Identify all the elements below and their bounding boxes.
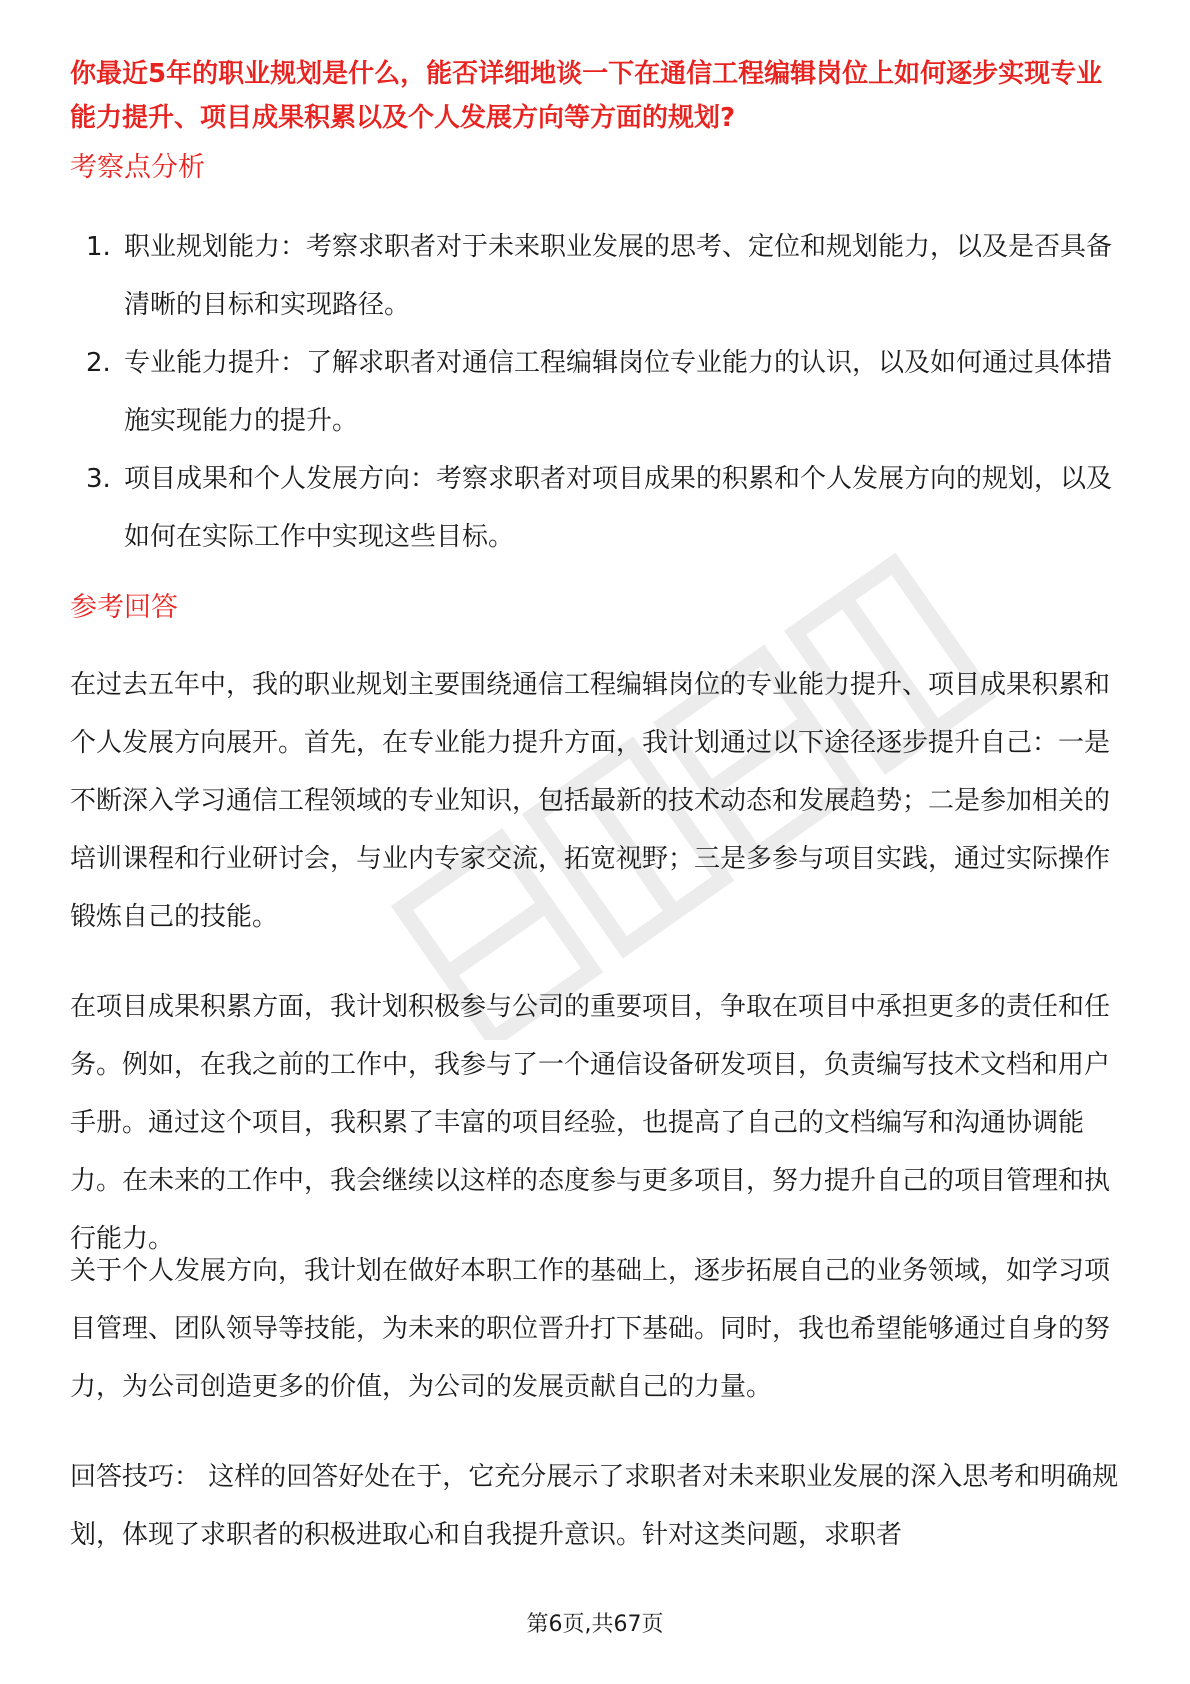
analysis-item <box>70 334 1120 450</box>
analysis-item-number: 3. <box>86 464 111 494</box>
analysis-item-text: 职业规划能力：考察求职者对于未来职业发展的思考、定位和规划能力，以及是否具备清晰的目标和实现路径。 <box>124 232 1113 320</box>
analysis-item-text: 项目成果和个人发展方向：考察求职者对项目成果的积累和个人发展方向的规划，以及如何在实际工作中实现这些目标。 <box>124 464 1113 552</box>
answer-paragraph: 在项目成果积累方面，我计划积极参与公司的重要项目，争取在项目中承担更多的责任和任务。例如，在我之前的工作中，我参与了一个通信设备研发项目，负责编写技术文档和用户手册。通过这个项目，我积累了丰富的项目经验，也提高了自己的文档编写和沟通协调能力。在未来的工作中，我会继续以这样的态度参与更多项目，努力提升自己的项目管理和执行能力。 <box>70 992 1111 1254</box>
analysis-heading: 考察点分析 <box>70 152 205 183</box>
answer-paragraph: 关于个人发展方向，我计划在做好本职工作的基础上，逐步拓展自己的业务领域，如学习项目管理、团队领导等技能，为未来的职位晋升打下基础。同时，我也希望能够通过自身的努力，为公司创造更多的价值，为公司的发展贡献自己的力量。 <box>70 1256 1111 1402</box>
answer-tips-paragraph: 回答技巧： 这样的回答好处在于，它充分展示了求职者对未来职业发展的深入思考和明确规划，体现了求职者的积极进取心和自我提升意识。针对这类问题，求职者 <box>70 1462 1119 1550</box>
analysis-item-text: 专业能力提升：了解求职者对通信工程编辑岗位专业能力的认识，以及如何通过具体措施实现能力的提升。 <box>124 348 1113 436</box>
analysis-list <box>70 218 1120 566</box>
answer-heading: 参考回答 <box>70 592 178 623</box>
answer-paragraph: 在过去五年中，我的职业规划主要围绕通信工程编辑岗位的专业能力提升、项目成果积累和个人发展方向展开。首先，在专业能力提升方面，我计划通过以下途径逐步提升自己：一是不断深入学习通信工程领域的专业知识，包括最新的技术动态和发展趋势；二是参加相关的培训课程和行业研讨会，与业内专家交流，拓宽视野；三是多参与项目实践，通过实际操作锻炼自己的技能。 <box>70 670 1111 932</box>
question-title: 你最近5年的职业规划是什么，能否详细地谈一下在通信工程编辑岗位上如何逐步实现专业能力提升、项目成果积累以及个人发展方向等方面的规划? <box>70 59 1103 133</box>
analysis-item <box>70 450 1120 566</box>
analysis-item-number: 1. <box>86 232 111 262</box>
page-number-footer: 第6页,共67页 <box>526 1612 664 1637</box>
analysis-item-number: 2. <box>86 348 111 378</box>
analysis-item <box>70 218 1120 334</box>
